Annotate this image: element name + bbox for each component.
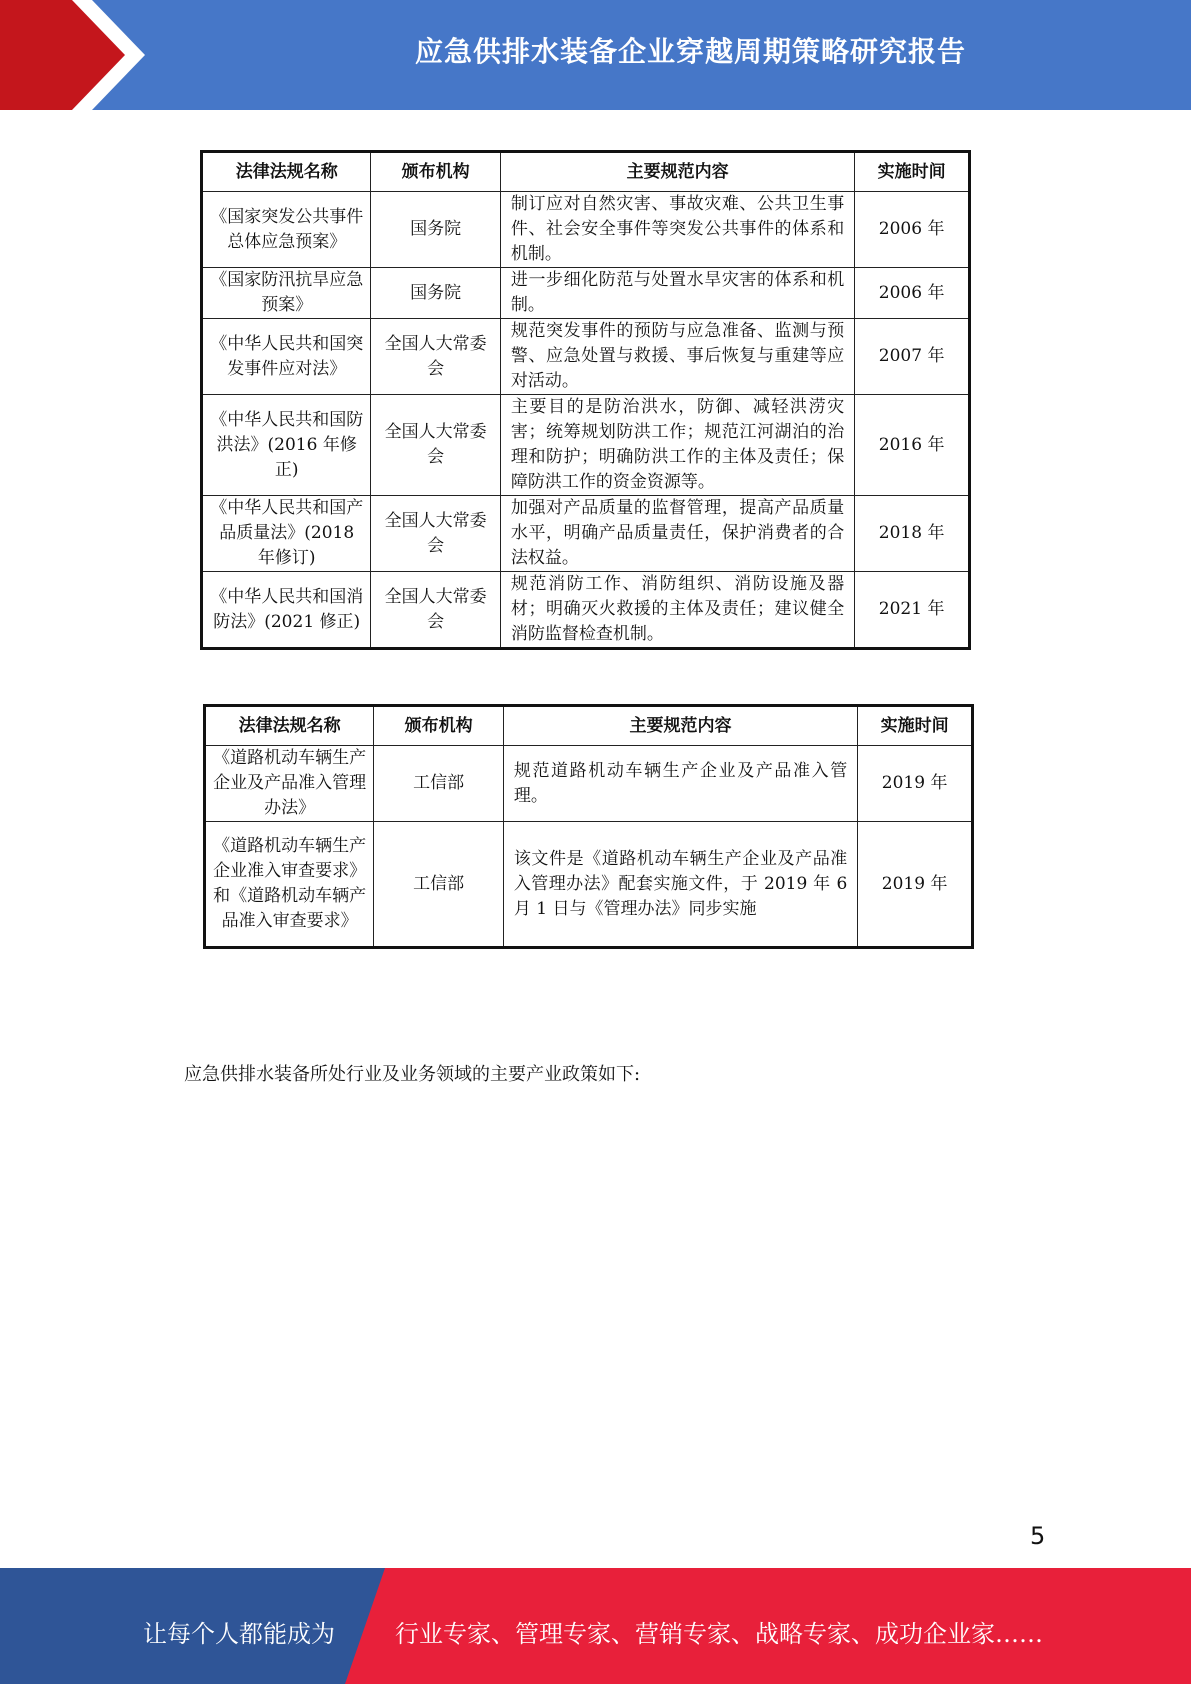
col-header-name: 法律法规名称 xyxy=(202,152,371,192)
table-row xyxy=(202,268,970,319)
cell-content: 主要目的是防治洪水，防御、减轻洪涝灾害；统筹规划防洪工作；规范江河湖泊的治理和防护；明确防洪工作的主体及责任；保障防洪工作的资金资源等。 xyxy=(500,395,854,496)
footer-slogan-left: 让每个人都能成为 xyxy=(143,1620,335,1648)
cell-issuer: 国务院 xyxy=(371,268,500,319)
cell-issuer: 国务院 xyxy=(371,192,500,268)
col-header-name: 法律法规名称 xyxy=(205,706,374,746)
regulations-table-2 xyxy=(203,704,974,949)
cell-date: 2016 年 xyxy=(855,395,970,496)
cell-law-name: 《国家防汛抗旱应急预案》 xyxy=(202,268,371,319)
page-header xyxy=(0,0,1191,110)
cell-issuer: 全国人大常委会 xyxy=(371,319,500,395)
cell-content: 规范突发事件的预防与应急准备、监测与预警、应急处置与救援、事后恢复与重建等应对活动。 xyxy=(500,319,854,395)
page-footer xyxy=(0,1568,1191,1684)
table-row xyxy=(202,319,970,395)
cell-content: 加强对产品质量的监督管理，提高产品质量水平，明确产品质量责任，保护消费者的合法权益。 xyxy=(500,496,854,572)
cell-date: 2019 年 xyxy=(858,822,973,948)
table-row xyxy=(202,496,970,572)
cell-law-name: 《中华人民共和国消防法》(2021 修正) xyxy=(202,572,371,649)
page-number: 5 xyxy=(1030,1522,1046,1550)
table-row xyxy=(202,192,970,268)
cell-date: 2007 年 xyxy=(855,319,970,395)
regulations-table-1 xyxy=(200,150,971,650)
table-header-row xyxy=(205,706,973,746)
cell-date: 2006 年 xyxy=(855,268,970,319)
report-title: 应急供排水装备企业穿越周期策略研究报告 xyxy=(414,35,966,68)
col-header-date: 实施时间 xyxy=(855,152,970,192)
footer-slogan-right: 行业专家、管理专家、营销专家、战略专家、成功企业家…… xyxy=(395,1620,1043,1648)
col-header-date: 实施时间 xyxy=(858,706,973,746)
cell-law-name: 《道路机动车辆生产企业准入审查要求》和《道路机动车辆产品准入审查要求》 xyxy=(205,822,374,948)
cell-date: 2006 年 xyxy=(855,192,970,268)
cell-issuer: 工信部 xyxy=(374,822,503,948)
table-row xyxy=(202,395,970,496)
col-header-issuer: 颁布机构 xyxy=(371,152,500,192)
col-header-content: 主要规范内容 xyxy=(500,152,854,192)
cell-law-name: 《国家突发公共事件总体应急预案》 xyxy=(202,192,371,268)
cell-content: 该文件是《道路机动车辆生产企业及产品准入管理办法》配套实施文件，于 2019 年 6 月 1 日与《管理办法》同步实施 xyxy=(503,822,857,948)
cell-content: 制订应对自然灾害、事故灾难、公共卫生事件、社会安全事件等突发公共事件的体系和机制。 xyxy=(500,192,854,268)
policy-intro-text: 应急供排水装备所处行业及业务领域的主要产业政策如下: xyxy=(184,1064,641,1085)
cell-date: 2019 年 xyxy=(858,746,973,822)
cell-content: 进一步细化防范与处置水旱灾害的体系和机制。 xyxy=(500,268,854,319)
cell-law-name: 《中华人民共和国产品质量法》(2018 年修订) xyxy=(202,496,371,572)
cell-issuer: 全国人大常委会 xyxy=(371,496,500,572)
table-row xyxy=(205,822,973,948)
cell-content: 规范消防工作、消防组织、消防设施及器材；明确灭火救援的主体及责任；建议健全消防监督检查机制。 xyxy=(500,572,854,649)
table-row xyxy=(205,746,973,822)
cell-law-name: 《中华人民共和国防洪法》(2016 年修正) xyxy=(202,395,371,496)
cell-date: 2021 年 xyxy=(855,572,970,649)
cell-issuer: 工信部 xyxy=(374,746,503,822)
cell-content: 规范道路机动车辆生产企业及产品准入管理。 xyxy=(503,746,857,822)
col-header-content: 主要规范内容 xyxy=(503,706,857,746)
cell-law-name: 《中华人民共和国突发事件应对法》 xyxy=(202,319,371,395)
cell-law-name: 《道路机动车辆生产企业及产品准入管理办法》 xyxy=(205,746,374,822)
cell-issuer: 全国人大常委会 xyxy=(371,395,500,496)
table-row xyxy=(202,572,970,649)
cell-issuer: 全国人大常委会 xyxy=(371,572,500,649)
table-header-row xyxy=(202,152,970,192)
col-header-issuer: 颁布机构 xyxy=(374,706,503,746)
cell-date: 2018 年 xyxy=(855,496,970,572)
